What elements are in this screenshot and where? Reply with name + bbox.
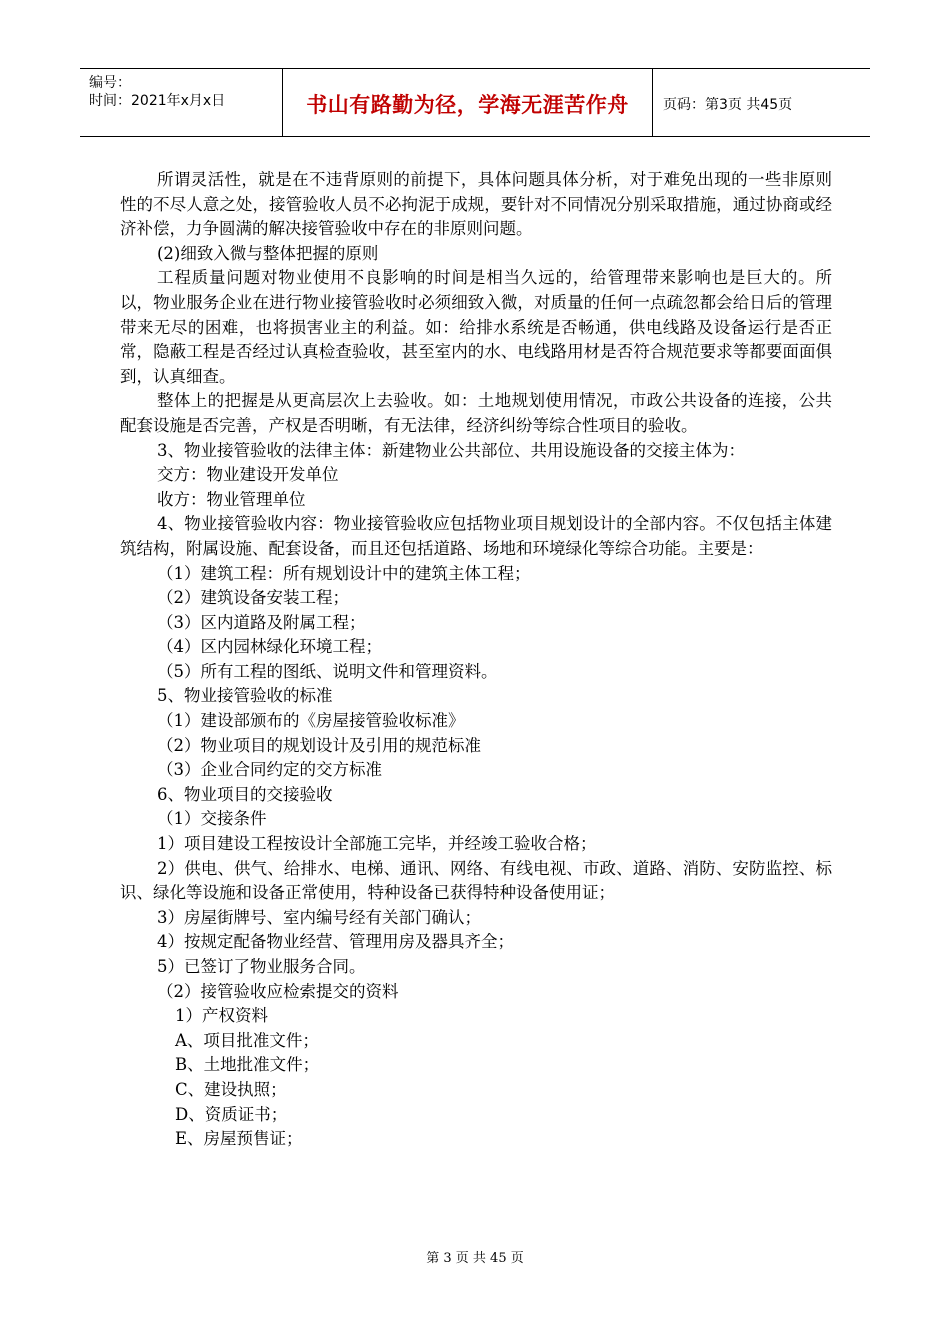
list-item: （1）建设部颁布的《房屋接管验收标准》: [157, 711, 465, 731]
paragraph: 整体上的把握是从更高层次上去验收。如：土地规划使用情况，市政公共设备的连接，公共配套设施是否完善，产权是否明晰，有无法律，经济纠纷等综合性项目的验收。: [120, 391, 832, 435]
list-item: 5）已签订了物业服务合同。: [157, 957, 366, 976]
paragraph: 交方：物业建设开发单位: [157, 465, 339, 485]
header-page-cell: [653, 69, 870, 136]
list-item: B、土地批准文件；: [175, 1055, 320, 1075]
list-item: （2）建筑设备安装工程；: [157, 588, 349, 608]
paragraph: 5、物业接管验收的标准: [157, 686, 333, 706]
list-item: 1）产权资料: [175, 1006, 268, 1026]
number-label: 编号：: [89, 75, 131, 91]
list-item: D、资质证书；: [175, 1104, 288, 1124]
paragraph: 3、物业接管验收的法律主体：新建物业公共部位、共用设施设备的交接主体为：: [157, 440, 745, 460]
date-label: 时间：2021年x月x日: [89, 93, 226, 109]
paragraph: 4、物业接管验收内容：物业接管验收应包括物业项目规划设计的全部内容。不仅包括主体建筑结构，附属设施、配套设备，而且还包括道路、场地和环境绿化等综合功能。主要是：: [120, 514, 832, 558]
paragraph: 所谓灵活性，就是在不违背原则的前提下，具体问题具体分析，对于难免出现的一些非原则性的不尽人意之处，接管验收人员不必拘泥于成规，要针对不同情况分别采取措施，通过协商或经济补偿，力争圆满的解决接管验收中存在的非原则问题。: [120, 170, 832, 239]
document-body: [120, 168, 832, 1152]
list-item: （5）所有工程的图纸、说明文件和管理资料。: [157, 661, 498, 681]
list-item: （3）区内道路及附属工程；: [157, 612, 366, 632]
list-item: 2）供电、供气、给排水、电梯、通讯、网络、有线电视、市政、道路、消防、安防监控、标识、绿化等设施和设备正常使用，特种设备已获得特种设备使用证；: [120, 858, 832, 903]
document-header: [80, 68, 870, 137]
list-item: 3）房屋街牌号、室内编号经有关部门确认；: [157, 907, 481, 927]
motto-text: 书山有路勤为径，学海无涯苦作舟: [306, 93, 629, 117]
header-motto-cell: [283, 69, 653, 136]
list-item: A、项目批准文件；: [175, 1030, 319, 1050]
list-item: （1）交接条件: [157, 809, 267, 829]
list-item: （2）接管验收应检索提交的资料: [157, 981, 399, 1001]
page-info: 页码：第3页 共45页: [663, 97, 793, 113]
paragraph: 6、物业项目的交接验收: [157, 784, 333, 804]
header-meta-cell: [80, 69, 283, 136]
list-item: 4）按规定配备物业经营、管理用房及器具齐全；: [157, 932, 514, 952]
list-item: （3）企业合同约定的交方标准: [157, 760, 382, 780]
list-item: （4）区内园林绿化环境工程；: [157, 637, 382, 657]
list-item: （2）物业项目的规划设计及引用的规范标准: [157, 735, 481, 755]
page-footer: 第 3 页 共 45 页: [426, 1251, 524, 1266]
list-item: C、建设执照；: [175, 1079, 287, 1099]
list-item: （1）建筑工程：所有规划设计中的建筑主体工程；: [157, 563, 531, 583]
paragraph: 收方：物业管理单位: [157, 489, 306, 509]
list-item: 1）项目建设工程按设计全部施工完毕，并经竣工验收合格；: [157, 834, 597, 854]
paragraph: 工程质量问题对物业使用不良影响的时间是相当久远的，给管理带来影响也是巨大的。所以，物业服务企业在进行物业接管验收时必须细致入微，对质量的任何一点疏忽都会给日后的管理带来无尽的困难，也将损害业主的利益。如：给排水系统是否畅通，供电线路及设备运行是否正常，隐蔽工程是否经过认真检查验收，甚至室内的水、电线路用材是否符合规范要求等都要面面俱到，认真细查。: [120, 268, 832, 386]
paragraph: (2)细致入微与整体把握的原则: [157, 243, 379, 263]
list-item: E、房屋预售证；: [175, 1129, 303, 1149]
